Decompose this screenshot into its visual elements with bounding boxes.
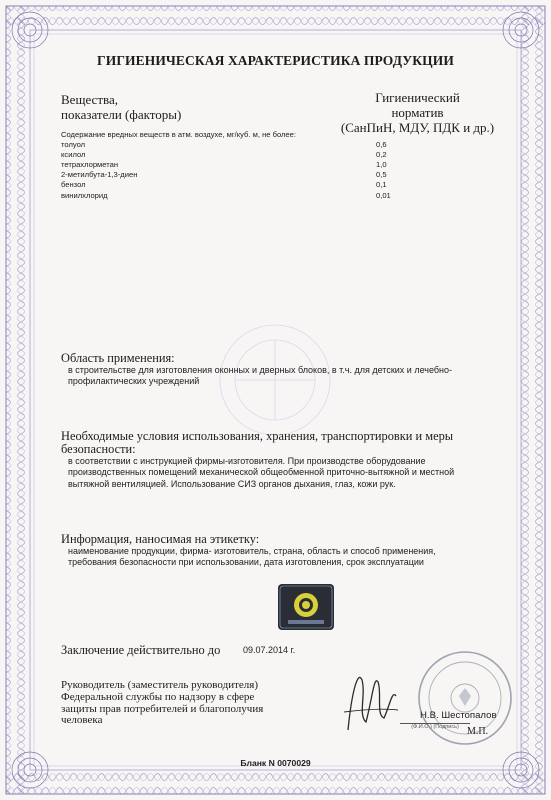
text-line: вытяжной вентиляцией. Использование СИЗ органов дыхания, глаз, кожи рук. <box>68 478 396 489</box>
application-heading: Область применения: <box>61 351 175 365</box>
official-stamp <box>415 648 515 748</box>
handwritten-signature <box>340 660 400 740</box>
substance-name: 2-метилбута-1,3-диен <box>61 170 138 180</box>
label-info-section <box>61 533 501 569</box>
table-row <box>61 170 461 180</box>
substances-header-line: Вещества, <box>61 92 118 107</box>
norm-value: 0,5 <box>376 170 387 180</box>
substance-name: тетрахлорметан <box>61 160 119 170</box>
conditions-heading <box>61 430 501 456</box>
label-info-text <box>61 546 501 569</box>
signatory-line: Руководитель (заместитель руководителя) <box>61 679 258 691</box>
substance-name: бензол <box>61 180 86 190</box>
text-line: профилактических учреждений <box>68 376 200 387</box>
stamp-place-label: М.П. <box>467 726 489 737</box>
validity-label: Заключение действительно до <box>61 643 221 657</box>
content-label: Содержание вредных веществ в атм. воздухе, мг/куб. м, не более: <box>61 130 296 139</box>
text-line: производственных помещений механической общеобменной приточно-вытяжной и местной <box>68 467 455 478</box>
norm-header-line: (СанПиН, МДУ, ПДК и др.) <box>340 120 495 135</box>
signatory-name: Н.В. Шестопалов <box>420 710 497 721</box>
table-row <box>61 191 461 201</box>
table-row <box>61 140 461 150</box>
norm-column-header <box>330 90 505 135</box>
hologram-sticker <box>278 584 334 630</box>
text-line: наименование продукции, фирма- изготовитель, страна, область и способ применения, <box>68 546 436 556</box>
signatory-line: человека <box>61 714 103 727</box>
norm-value: 0,2 <box>376 150 387 160</box>
substances-column-header <box>61 92 181 122</box>
table-row <box>61 160 461 170</box>
signatory-line: Федеральной службы по надзору в сфере <box>61 690 255 703</box>
heading-line: Необходимые условия использования, хранения, транспортировки и меры <box>61 429 454 443</box>
norm-value: 0,1 <box>376 180 387 190</box>
text-line: требования безопасности при использовании, дата изготовления, срок эксплуатации <box>68 557 424 568</box>
conditions-section <box>61 430 501 490</box>
application-section <box>61 352 501 388</box>
table-row <box>61 150 461 160</box>
text-line: в строительстве для изготовления оконных и дверных блоков, в т.ч. для детских и лечебно- <box>68 365 452 375</box>
label-info-heading: Информация, наносимая на этикетку: <box>61 532 260 546</box>
substance-name: ксилол <box>61 150 86 160</box>
norm-value: 0,6 <box>376 140 387 150</box>
signature-caption: (Ф.И.О.) (Подпись) <box>400 723 470 730</box>
norm-value: 0,01 <box>376 190 391 200</box>
heading-line: безопасности: <box>61 442 136 456</box>
document-title: ГИГИЕНИЧЕСКАЯ ХАРАКТЕРИСТИКА ПРОДУКЦИИ <box>97 53 454 68</box>
application-text <box>61 365 501 388</box>
text-line: в соответствии с инструкцией фирмы-изготовителя. При производстве оборудование <box>68 456 426 466</box>
norm-value: 1,0 <box>376 160 387 170</box>
norm-header-line: Гигиенический <box>375 90 460 105</box>
conditions-text <box>61 456 501 490</box>
substance-name: винилхлорид <box>61 190 108 200</box>
substances-table <box>61 130 461 201</box>
signatory-line: защиты прав потребителей и благополучия <box>61 702 264 715</box>
validity-date: 09.07.2014 г. <box>243 645 296 655</box>
blank-number: Бланк N 0070029 <box>240 758 311 768</box>
signatory-title <box>61 680 263 727</box>
norm-header-line: норматив <box>391 105 444 120</box>
substance-name: толуол <box>61 140 86 150</box>
substances-header-line: показатели (факторы) <box>61 107 182 122</box>
table-row <box>61 180 461 190</box>
